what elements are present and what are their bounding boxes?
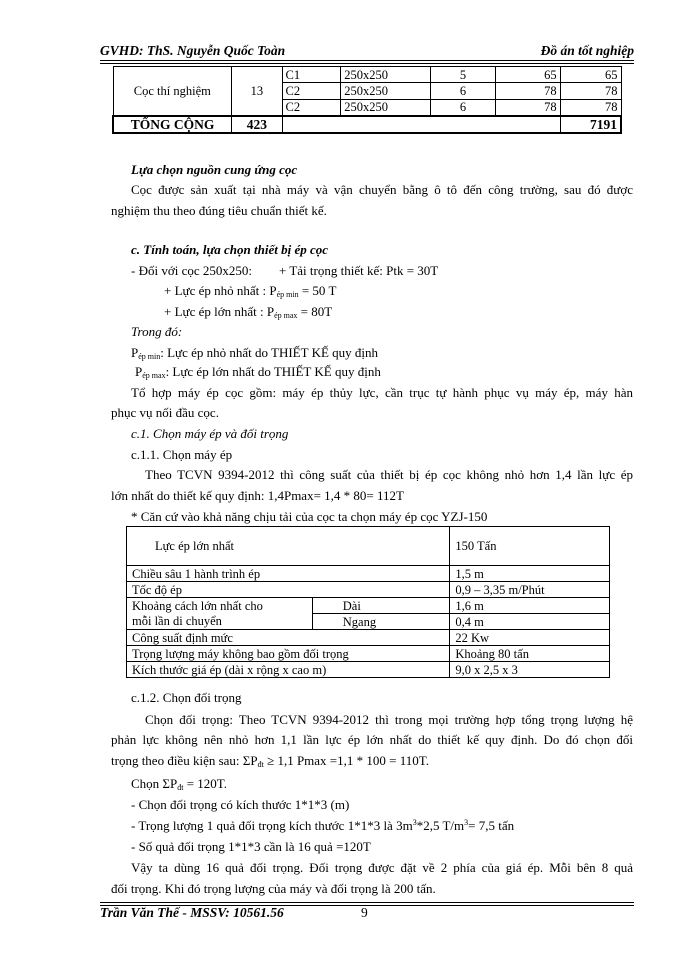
definition-line [131, 345, 378, 365]
text: *2,5 T/m [416, 818, 465, 833]
total-count: 423 [232, 116, 282, 133]
text: : Lực ép lớn nhất do THIẾT KẾ quy định [165, 364, 381, 379]
text: Khoảng cách lớn nhất cho [132, 598, 263, 613]
subscript: ép min [276, 290, 299, 299]
paragraph-line: + Tải trọng thiết kế: Ptk = 30T [279, 263, 439, 278]
table-row [113, 67, 621, 83]
superscript: 3 [464, 818, 469, 827]
cell: 0,4 m [450, 614, 610, 630]
text: = 7,5 tấn [468, 818, 515, 833]
cell: 22 Kw [450, 630, 610, 646]
paragraph-line: đối trọng. Khi đó trọng lượng của máy và đối trọng là 200 tấn. [111, 881, 436, 896]
paragraph-line: Vậy ta dùng 16 quả đối trọng. Đối trọng được đặt về 2 phía của giá ép. Mỗi bên 8 quả [131, 860, 633, 875]
subscript: ép max [274, 311, 298, 320]
cell: 9,0 x 2,5 x 3 [450, 662, 610, 678]
header-right: Đồ án tốt nghiệp [540, 43, 634, 58]
subsection-heading: c.1.2. Chọn đối trọng [131, 690, 242, 705]
cell: 65 [560, 67, 621, 83]
cell: Dài [312, 598, 450, 614]
cell: C2 [282, 83, 341, 99]
text: = 80T [297, 304, 333, 319]
group-count: 13 [232, 67, 282, 117]
header-left: GVHD: ThS. Nguyễn Quốc Toàn [100, 43, 286, 58]
page-number: 9 [361, 905, 368, 920]
paragraph-line: Chọn đối trọng: Theo TCVN 9394-2012 thì trong mọi trường hợp tổng trọng lượng hệ [145, 712, 633, 727]
section-heading: Lựa chọn nguồn cung ứng cọc [131, 162, 298, 177]
cell: 65 [496, 67, 560, 83]
cell: 150 Tấn [450, 527, 610, 566]
cell: 1,6 m [450, 598, 610, 614]
formula-line [164, 283, 336, 303]
cell: Công suất định mức [127, 630, 450, 646]
text: Chọn ΣP [131, 776, 178, 791]
text: - Trọng lượng 1 quả đối trọng kích thước 1*1*3 là 3m [131, 818, 413, 833]
paragraph-line: Cọc được sản xuất tại nhà máy và vận chuyển bằng ô tô đến công trường, sau đó được [131, 182, 633, 197]
cell: Tốc độ ép [127, 582, 450, 598]
definition-line [135, 364, 381, 384]
table-row [127, 527, 610, 566]
cell: 250x250 [341, 99, 430, 116]
total-value: 7191 [560, 116, 621, 133]
cell: 78 [496, 83, 560, 99]
paragraph-line: nghiệm thu theo đúng tiêu chuẩn thiết kế. [111, 203, 327, 218]
cell: Kích thước giá ép (dài x rộng x cao m) [127, 662, 450, 678]
section-heading: c.1. Chọn máy ép và đối trọng [131, 426, 289, 441]
total-row [113, 116, 621, 133]
paragraph-line: Theo TCVN 9394-2012 thì công suất của thiết bị ép cọc không nhỏ hơn 1,4 lần lực ép [145, 467, 633, 482]
formula-line [131, 776, 227, 796]
paragraph-line: phản lực không nên nhỏ hơn 1,1 lần lực ép lớn nhất do thiết kế quy định. Do đó chọn đối [111, 732, 633, 747]
cell: Ngang [312, 614, 450, 630]
cell: C2 [282, 99, 341, 116]
paragraph-line: phục vụ nối đầu cọc. [111, 405, 219, 420]
section-heading: c. Tính toán, lựa chọn thiết bị ép cọc [131, 242, 329, 257]
subscript: ép max [142, 371, 166, 380]
pile-summary-table [112, 66, 622, 134]
subscript: ép min [138, 352, 161, 361]
text: : Lực ép nhỏ nhất do THIẾT KẾ quy định [160, 345, 379, 360]
cell: 78 [560, 99, 621, 116]
table-row [127, 598, 610, 614]
cell: C1 [282, 67, 341, 83]
table-row [127, 646, 610, 662]
group-label: Cọc thí nghiệm [113, 67, 232, 117]
formula-line [164, 304, 332, 324]
subsection-heading: c.1.1. Chọn máy ép [131, 447, 233, 462]
bullet-line: - Chọn đối trọng có kích thước 1*1*3 (m) [131, 797, 350, 812]
cell [282, 116, 560, 133]
paragraph-line: - Đối với cọc 250x250: [131, 263, 252, 278]
cell: 5 [430, 67, 496, 83]
text: trọng theo điều kiện sau: ΣP [111, 753, 258, 768]
text: + Lực ép lớn nhất : P [164, 304, 275, 319]
superscript: 3 [412, 818, 417, 827]
text: P [131, 345, 139, 360]
cell: Trọng lượng máy không bao gồm đối trọng [127, 646, 450, 662]
cell: 0,9 – 3,35 m/Phút [450, 582, 610, 598]
bullet-line [131, 818, 514, 834]
table-row [127, 662, 610, 678]
text: P [135, 364, 143, 379]
paragraph-line: lớn nhất do thiết kế quy định: 1,4Pmax= 1,4 * 80= 112T [111, 488, 404, 503]
bullet-line: - Số quả đối trọng 1*1*3 cần là 16 quả =120T [131, 839, 371, 854]
subscript: đt [257, 760, 264, 769]
text: + Lực ép nhỏ nhất : P [164, 283, 277, 298]
paragraph-line: * Căn cứ vào khả năng chịu tải của cọc ta chọn máy ép cọc YZJ-150 [131, 509, 488, 524]
cell [127, 598, 313, 630]
formula-line [111, 753, 429, 773]
text: = 120T. [183, 776, 228, 791]
header-rule [100, 60, 634, 64]
cell: 78 [496, 99, 560, 116]
cell: Khoảng 80 tấn [450, 646, 610, 662]
press-spec-table [126, 526, 610, 678]
cell: 250x250 [341, 67, 430, 83]
table-row [127, 630, 610, 646]
text: mỗi lần di chuyển [132, 613, 222, 628]
cell: 6 [430, 83, 496, 99]
total-label: TỔNG CỘNG [113, 116, 232, 133]
cell: 1,5 m [450, 566, 610, 582]
subscript: đt [177, 783, 184, 792]
cell: Lực ép lớn nhất [127, 527, 450, 566]
cell: 250x250 [341, 83, 430, 99]
table-row [127, 566, 610, 582]
cell: Chiều sâu 1 hành trình ép [127, 566, 450, 582]
paragraph-line: Trong đó: [131, 324, 183, 339]
cell: 6 [430, 99, 496, 116]
cell: 78 [560, 83, 621, 99]
paragraph-line: Tổ hợp máy ép cọc gồm: máy ép thủy lực, cần trục tự hành phục vụ máy ép, máy hàn [131, 385, 633, 400]
text: ≥ 1,1 Pmax =1,1 * 100 = 110T. [263, 753, 429, 768]
table-row [127, 582, 610, 598]
footer-author: Trần Văn Thế - MSSV: 10561.56 [100, 905, 284, 920]
text: = 50 T [298, 283, 337, 298]
